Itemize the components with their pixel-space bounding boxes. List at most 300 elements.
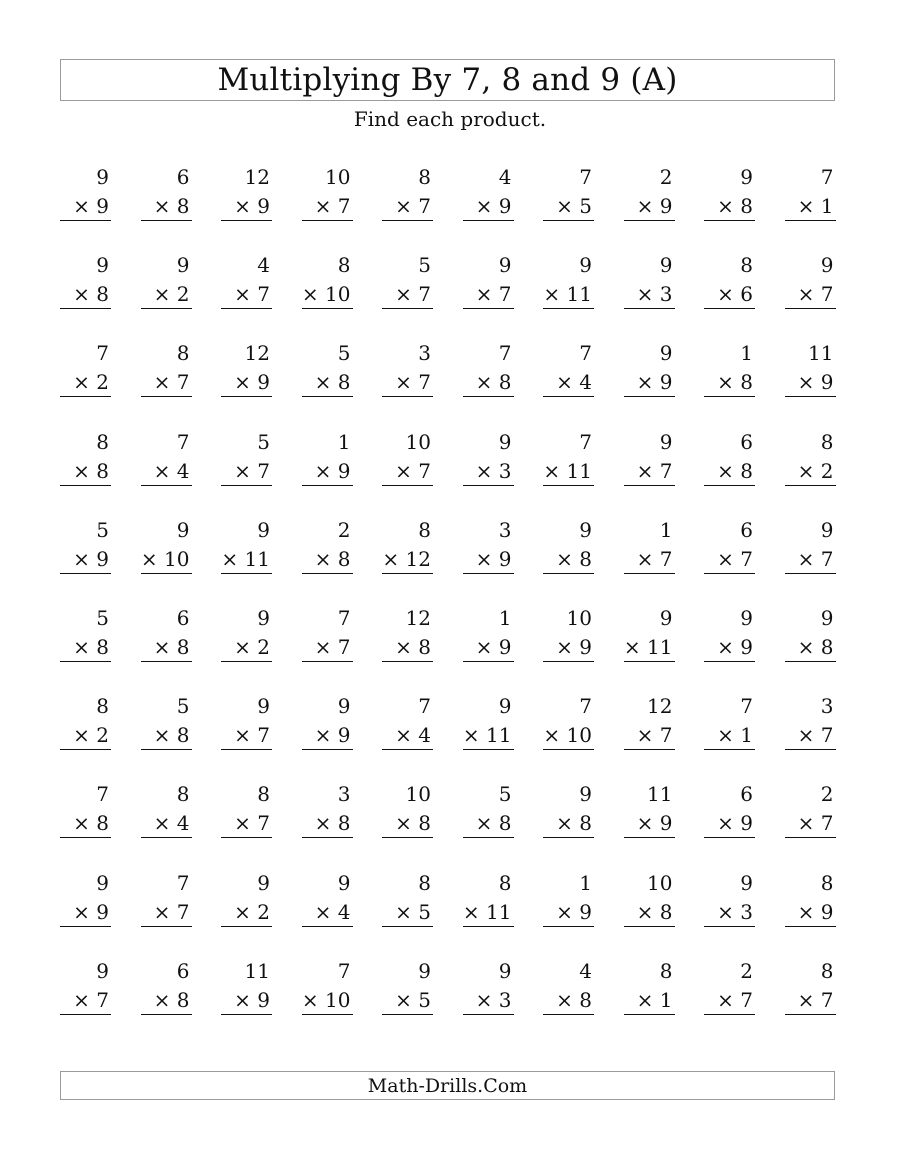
multiplier-value: 5 (418, 987, 431, 1012)
answer-line (141, 749, 192, 750)
answer-line (624, 837, 675, 838)
problem (785, 957, 836, 1017)
problem (463, 428, 514, 488)
answer-line (704, 1014, 755, 1015)
multiplicand: 4 (579, 958, 592, 983)
answer-line (382, 396, 433, 397)
times-sign: × (623, 635, 641, 659)
answer-line (785, 220, 836, 221)
answer-line (302, 926, 353, 927)
multiplier (797, 987, 834, 1012)
times-sign: × (234, 194, 251, 218)
multiplier (797, 723, 834, 748)
multiplier (717, 196, 753, 216)
answer-line (543, 1014, 594, 1015)
multiplier-value: 4 (176, 458, 190, 483)
multiplier-value: 8 (740, 370, 753, 395)
multiplier (475, 370, 512, 395)
problem (543, 780, 594, 840)
multiplier (314, 458, 351, 483)
multiplier (73, 282, 109, 307)
multiplicand: 5 (498, 782, 512, 807)
multiplier (717, 282, 753, 307)
answer-line (141, 308, 192, 309)
multiplicand: 9 (257, 870, 270, 895)
multiplier-value: 8 (498, 811, 512, 836)
problem (382, 780, 433, 840)
answer-line (302, 396, 353, 397)
multiplier (234, 899, 270, 924)
multiplier (797, 811, 834, 836)
times-sign: × (314, 899, 332, 924)
answer-line (785, 661, 836, 662)
problem (221, 251, 272, 311)
problem (704, 251, 755, 311)
problem (302, 869, 353, 929)
problem (543, 692, 594, 752)
multiplicand: 7 (337, 958, 351, 983)
multiplier-value: 7 (820, 546, 834, 571)
problem (704, 780, 755, 840)
multiplier (462, 723, 512, 748)
multiplier (73, 723, 109, 748)
answer-line (302, 1014, 353, 1015)
times-sign: × (556, 987, 573, 1012)
answer-line (382, 749, 433, 750)
times-sign: × (797, 987, 815, 1012)
answer-line (60, 749, 111, 750)
answer-line (60, 396, 111, 397)
times-sign: × (73, 723, 90, 748)
multiplier (234, 987, 270, 1012)
times-sign: × (153, 370, 171, 395)
multiplier-value: 8 (579, 811, 592, 836)
problem (543, 957, 594, 1017)
multiplier-value: 8 (337, 370, 351, 395)
answer-line (60, 485, 111, 486)
times-sign: × (314, 194, 332, 218)
times-sign: × (234, 987, 251, 1012)
multiplier-value: 11 (647, 635, 673, 659)
multiplier-value: 2 (820, 458, 834, 483)
multiplier-value: 4 (337, 899, 351, 924)
answer-line (785, 573, 836, 574)
times-sign: × (462, 899, 480, 924)
multiplier-value: 7 (659, 458, 673, 483)
problem (221, 780, 272, 840)
problem (624, 339, 675, 399)
problem (302, 428, 353, 488)
problem (624, 780, 675, 840)
problem (463, 516, 514, 576)
multiplicand: 11 (244, 958, 270, 983)
answer-line (463, 661, 514, 662)
times-sign: × (636, 899, 654, 924)
multiplier-value: 7 (337, 194, 351, 218)
problem (221, 957, 272, 1017)
multiplier (382, 546, 431, 571)
answer-line (302, 573, 353, 574)
multiplier (153, 811, 190, 836)
answer-line (704, 308, 755, 309)
multiplicand: 9 (176, 253, 190, 278)
answer-line (302, 220, 353, 221)
answer-line (60, 573, 111, 574)
problem (302, 163, 353, 223)
multiplier (717, 987, 753, 1012)
times-sign: × (543, 282, 561, 307)
multiplier (221, 546, 270, 571)
multiplier (556, 196, 592, 216)
answer-line (60, 926, 111, 927)
multiplicand: 7 (740, 694, 753, 719)
problem (624, 163, 675, 223)
problem (302, 516, 353, 576)
multiplier-value: 10 (164, 546, 190, 571)
multiplier (73, 899, 109, 924)
problem (704, 428, 755, 488)
multiplier-value: 8 (740, 458, 753, 483)
answer-line (463, 396, 514, 397)
answer-line (221, 396, 272, 397)
multiplicand: 9 (96, 165, 109, 189)
answer-line (141, 573, 192, 574)
multiplicand: 9 (820, 517, 834, 542)
problem (463, 163, 514, 223)
times-sign: × (475, 194, 493, 218)
times-sign: × (73, 282, 90, 307)
times-sign: × (382, 546, 400, 571)
multiplier-value: 7 (418, 282, 431, 307)
times-sign: × (314, 370, 332, 395)
multiplicand: 8 (176, 341, 190, 366)
multiplicand: 9 (418, 958, 431, 983)
multiplicand: 6 (740, 517, 753, 542)
multiplier (153, 723, 190, 748)
problem (141, 957, 192, 1017)
times-sign: × (636, 987, 654, 1012)
answer-line (704, 220, 755, 221)
answer-line (543, 837, 594, 838)
footer-brand: Math-Drills.Com (367, 1074, 528, 1097)
problem (785, 428, 836, 488)
times-sign: × (153, 282, 171, 307)
multiplier (636, 458, 673, 483)
answer-line (382, 220, 433, 221)
problem (60, 251, 111, 311)
multiplier (475, 811, 512, 836)
problem (141, 163, 192, 223)
problem (463, 251, 514, 311)
multiplier (798, 637, 834, 657)
answer-line (60, 837, 111, 838)
multiplier-value: 11 (486, 899, 512, 924)
problem (463, 957, 514, 1017)
problem (302, 251, 353, 311)
multiplier (556, 370, 592, 395)
multiplicand: 9 (257, 694, 270, 719)
multiplicand: 7 (579, 165, 592, 189)
multiplier (475, 987, 512, 1012)
multiplier-value: 9 (498, 194, 512, 218)
multiplier-value: 2 (96, 370, 109, 395)
problem (382, 692, 433, 752)
times-sign: × (234, 370, 251, 395)
answer-line (624, 485, 675, 486)
multiplicand: 5 (96, 517, 109, 542)
problem (302, 604, 353, 664)
multiplier (636, 282, 673, 307)
multiplier (797, 899, 834, 924)
problem (785, 692, 836, 752)
answer-line (463, 220, 514, 221)
answer-line (382, 485, 433, 486)
answer-line (543, 749, 594, 750)
problem (543, 604, 594, 664)
multiplicand: 7 (176, 870, 190, 895)
multiplier-value: 3 (659, 282, 673, 307)
problem (382, 339, 433, 399)
problem (302, 957, 353, 1017)
multiplier (234, 370, 270, 395)
problem (141, 604, 192, 664)
times-sign: × (153, 987, 171, 1012)
multiplier-value: 7 (176, 899, 190, 924)
multiplier (636, 546, 673, 571)
multiplier-value: 12 (405, 546, 431, 571)
multiplier (314, 723, 351, 748)
problem (463, 869, 514, 929)
multiplier-value: 9 (96, 194, 109, 218)
answer-line (221, 573, 272, 574)
answer-line (382, 308, 433, 309)
multiplier-value: 8 (176, 194, 190, 218)
answer-line (141, 926, 192, 927)
multiplier (636, 811, 673, 836)
multiplicand: 6 (740, 429, 753, 454)
multiplicand: 7 (337, 606, 351, 630)
multiplier-value: 7 (257, 458, 270, 483)
answer-line (221, 661, 272, 662)
times-sign: × (717, 282, 734, 307)
multiplicand: 9 (579, 517, 592, 542)
multiplicand: 9 (659, 253, 673, 278)
multiplier (636, 899, 673, 924)
title-box (60, 59, 835, 101)
multiplicand: 6 (176, 606, 190, 630)
problem (221, 339, 272, 399)
multiplicand: 8 (257, 782, 270, 807)
times-sign: × (797, 194, 815, 218)
multiplier (395, 899, 431, 924)
problem (221, 604, 272, 664)
answer-line (302, 837, 353, 838)
answer-line (543, 396, 594, 397)
answer-line (463, 485, 514, 486)
answer-line (60, 661, 111, 662)
multiplicand: 12 (244, 165, 270, 189)
multiplier-value: 9 (659, 811, 673, 836)
answer-line (624, 1014, 675, 1015)
problem (543, 251, 594, 311)
answer-line (543, 308, 594, 309)
problem (543, 339, 594, 399)
answer-line (382, 926, 433, 927)
multiplicand: 1 (498, 606, 512, 630)
multiplicand: 1 (337, 429, 351, 454)
answer-line (543, 485, 594, 486)
times-sign: × (73, 987, 90, 1012)
multiplier (234, 282, 270, 307)
times-sign: × (73, 546, 90, 571)
problem (704, 163, 755, 223)
multiplicand: 1 (659, 517, 673, 542)
multiplier-value: 9 (579, 635, 592, 659)
multiplicand: 6 (176, 958, 190, 983)
answer-line (785, 308, 836, 309)
multiplicand: 9 (740, 870, 753, 895)
multiplier-value: 7 (740, 987, 753, 1012)
multiplier-value: 7 (176, 370, 190, 395)
multiplicand: 9 (257, 517, 270, 542)
times-sign: × (797, 458, 815, 483)
problem (221, 428, 272, 488)
multiplier (395, 811, 431, 836)
multiplier-value: 7 (498, 282, 512, 307)
multiplicand: 8 (498, 870, 512, 895)
problem (60, 339, 111, 399)
times-sign: × (797, 635, 815, 659)
multiplier-value: 2 (176, 282, 190, 307)
multiplier-value: 11 (486, 723, 512, 748)
answer-line (785, 926, 836, 927)
multiplier-value: 7 (820, 987, 834, 1012)
problem (785, 251, 836, 311)
answer-line (221, 837, 272, 838)
multiplier-value: 7 (820, 811, 834, 836)
problem (382, 604, 433, 664)
problem (543, 516, 594, 576)
times-sign: × (636, 811, 654, 836)
times-sign: × (73, 370, 90, 395)
multiplier (314, 546, 351, 571)
problem (382, 428, 433, 488)
multiplier-value: 9 (498, 635, 512, 659)
times-sign: × (717, 723, 734, 748)
multiplicand: 2 (740, 958, 753, 983)
problem (543, 163, 594, 223)
problem (463, 604, 514, 664)
multiplier-value: 1 (659, 987, 673, 1012)
times-sign: × (797, 723, 815, 748)
multiplier-value: 2 (257, 899, 270, 924)
times-sign: × (475, 987, 493, 1012)
multiplier (154, 196, 190, 216)
multiplicand: 2 (337, 517, 351, 542)
times-sign: × (556, 899, 573, 924)
multiplier (301, 282, 351, 307)
multiplicand: 7 (96, 782, 109, 807)
answer-line (221, 485, 272, 486)
multiplicand: 1 (579, 870, 592, 895)
multiplier-value: 8 (418, 635, 431, 659)
multiplier-value: 7 (418, 194, 431, 218)
problem (543, 869, 594, 929)
multiplicand: 9 (257, 606, 270, 630)
multiplicand: 9 (337, 694, 351, 719)
multiplier-value: 8 (820, 635, 834, 659)
multiplier-value: 7 (820, 282, 834, 307)
multiplier (475, 546, 512, 571)
multiplier (717, 637, 753, 657)
multiplicand: 7 (96, 341, 109, 366)
multiplicand: 10 (405, 429, 431, 454)
times-sign: × (636, 370, 654, 395)
answer-line (463, 926, 514, 927)
multiplier (556, 899, 592, 924)
multiplier-value: 9 (257, 370, 270, 395)
multiplier (153, 282, 190, 307)
multiplicand: 11 (808, 341, 834, 366)
times-sign: × (797, 899, 815, 924)
multiplier-value: 8 (579, 546, 592, 571)
multiplicand: 9 (820, 253, 834, 278)
multiplier-value: 7 (96, 987, 109, 1012)
multiplicand: 8 (820, 958, 834, 983)
times-sign: × (234, 282, 251, 307)
multiplicand: 3 (337, 782, 351, 807)
multiplicand: 3 (820, 694, 834, 719)
multiplier-value: 8 (96, 811, 109, 836)
multiplier-value: 5 (418, 899, 431, 924)
answer-line (302, 749, 353, 750)
multiplier-value: 7 (659, 546, 673, 571)
problem (463, 780, 514, 840)
multiplier (543, 458, 592, 483)
multiplicand: 8 (176, 782, 190, 807)
times-sign: × (314, 546, 332, 571)
multiplier-value: 10 (566, 723, 592, 748)
problem (704, 604, 755, 664)
times-sign: × (234, 811, 251, 836)
multiplier-value: 3 (740, 899, 753, 924)
multiplier-value: 8 (337, 546, 351, 571)
times-sign: × (73, 194, 90, 218)
problem (60, 516, 111, 576)
multiplicand: 9 (820, 606, 834, 630)
problem (302, 339, 353, 399)
multiplicand: 7 (579, 694, 592, 719)
answer-line (382, 837, 433, 838)
multiplier (556, 546, 592, 571)
multiplier-value: 8 (96, 635, 109, 659)
multiplier (797, 458, 834, 483)
multiplier-value: 9 (659, 370, 673, 395)
multiplicand: 10 (325, 165, 351, 189)
answer-line (543, 220, 594, 221)
multiplicand: 5 (418, 253, 431, 278)
multiplicand: 9 (176, 517, 190, 542)
multiplicand: 5 (337, 341, 351, 366)
multiplier (140, 546, 190, 571)
multiplier (556, 637, 592, 657)
problem (785, 163, 836, 223)
footer-box (60, 1071, 835, 1100)
answer-line (624, 308, 675, 309)
multiplier (556, 811, 592, 836)
times-sign: × (797, 811, 815, 836)
times-sign: × (556, 370, 573, 395)
